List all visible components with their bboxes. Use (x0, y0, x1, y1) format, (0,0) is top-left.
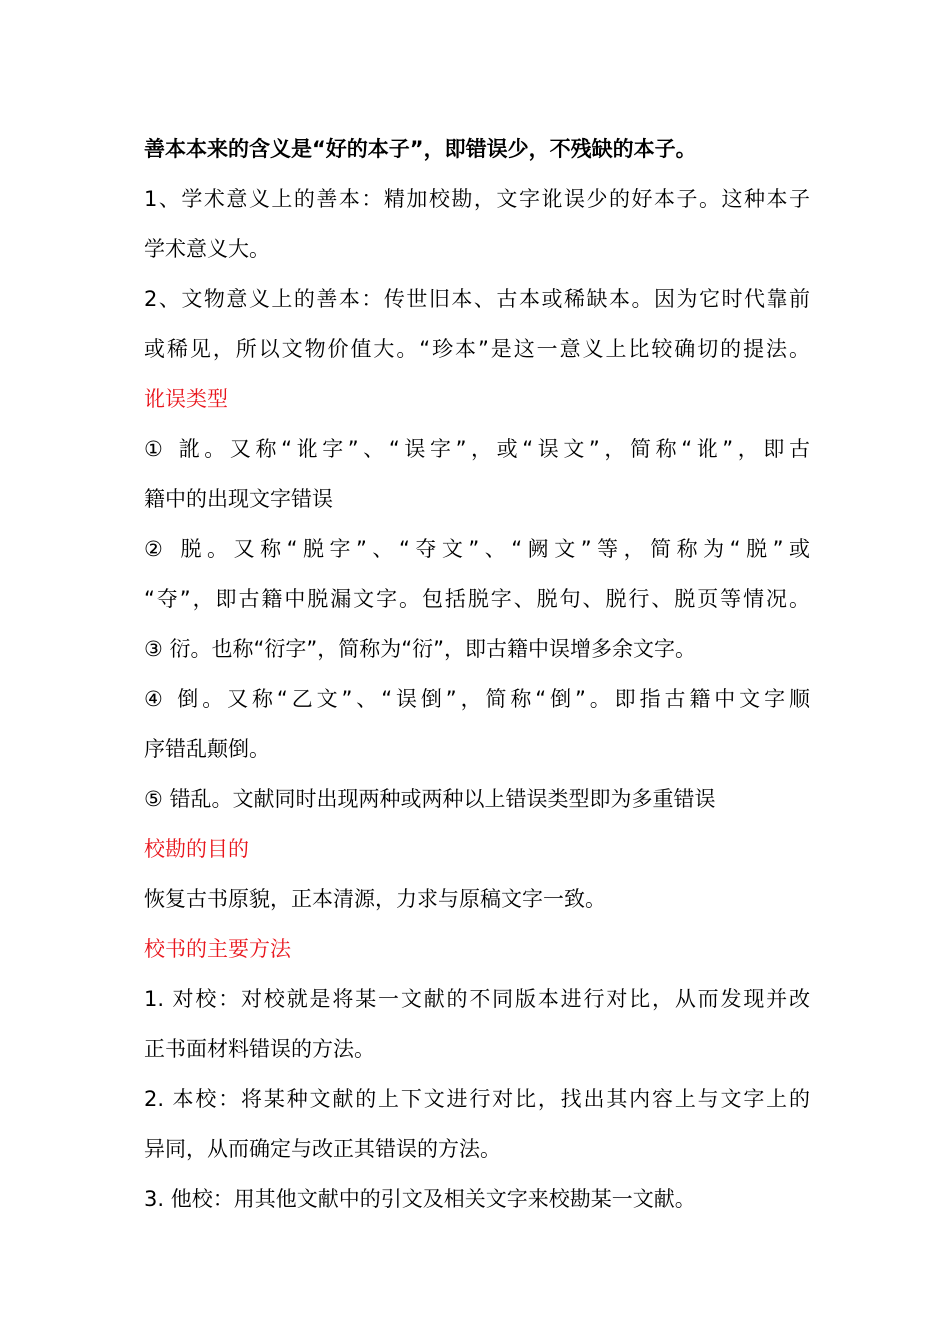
paragraph-line: 2. 本校：将某种文献的上下文进行对比，找出其内容上与文字上的 (144, 1087, 810, 1111)
paragraph-line: ① 訛。又称“讹字”、“误字”，或“误文”，简称“讹”，即古 (144, 437, 810, 461)
paragraph-line: 序错乱颠倒。 (144, 737, 270, 761)
document-page (144, 124, 810, 1224)
paragraph-line: 2、文物意义上的善本：传世旧本、古本或稀缺本。因为它时代靠前 (144, 287, 810, 311)
definition-statement: 善本本来的含义是“好的本子”，即错误少，不残缺的本子。 (144, 137, 697, 161)
paragraph-line: 或稀见，所以文物价值大。“珍本”是这一意义上比较确切的提法。 (144, 337, 810, 361)
paragraph-line: ⑤ 错乱。文献同时出现两种或两种以上错误类型即为多重错误 (144, 787, 716, 811)
paragraph-line: 恢复古书原貌，正本清源，力求与原稿文字一致。 (144, 887, 606, 911)
paragraph-line: 籍中的出现文字错误 (144, 487, 333, 511)
section-heading-purpose: 校勘的目的 (144, 837, 249, 861)
paragraph-line: ② 脱。又称“脱字”、“夺文”、“阙文”等，简称为“脱”或 (144, 537, 810, 561)
paragraph-line: 3. 他校：用其他文献中的引文及相关文字来校勘某一文献。 (144, 1187, 696, 1211)
section-heading-error-types: 讹误类型 (144, 387, 228, 411)
paragraph-line: 1. 对校：对校就是将某一文献的不同版本进行对比，从而发现并改 (144, 987, 810, 1011)
paragraph-line: “夺”，即古籍中脱漏文字。包括脱字、脱句、脱行、脱页等情况。 (144, 587, 810, 611)
section-heading-methods: 校书的主要方法 (144, 937, 291, 961)
paragraph-line: ④ 倒。又称“乙文”、“误倒”，简称“倒”。即指古籍中文字顺 (144, 687, 810, 711)
paragraph-line: 学术意义大。 (144, 237, 270, 261)
paragraph-line: 正书面材料错误的方法。 (144, 1037, 375, 1061)
paragraph-line: ③ 衍。也称“衍字”，简称为“衍”，即古籍中误增多余文字。 (144, 637, 697, 661)
paragraph-line: 异同，从而确定与改正其错误的方法。 (144, 1137, 501, 1161)
paragraph-line: 1、学术意义上的善本：精加校勘，文字讹误少的好本子。这种本子 (144, 187, 810, 211)
